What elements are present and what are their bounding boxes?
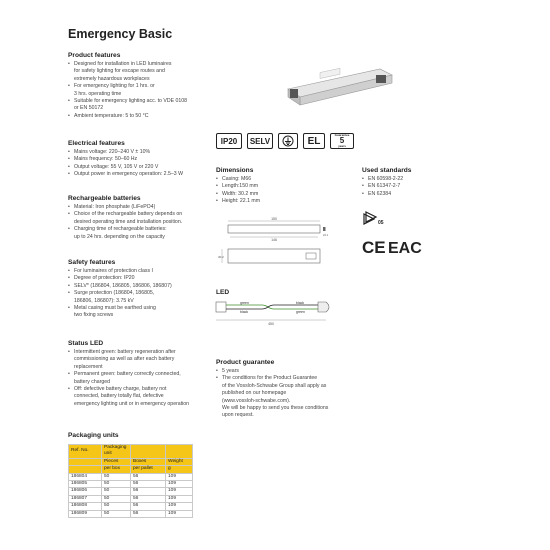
list-item-text: Height: 22.1 mm (222, 198, 261, 205)
table-cell: 186807 (69, 495, 102, 502)
page-title: Emergency Basic (68, 27, 173, 41)
table-cell: 109 (166, 495, 193, 502)
table-cell: 56 (131, 488, 166, 495)
list-item (68, 83, 218, 98)
list-item-text: commissioning as well as after each battery (74, 356, 175, 363)
table-cell: 50 (102, 481, 131, 488)
list-item-text: emergency lighting unit or in emergency operation (74, 400, 190, 407)
list-item-text: For emergency lighting for 1 hrs. or (74, 83, 155, 90)
selv-icon: SELV (247, 133, 273, 149)
dimensions-heading: Dimensions (216, 167, 254, 174)
product-image (280, 55, 400, 115)
list-item-text: two fixing screws (74, 312, 114, 319)
table-row (69, 495, 193, 502)
list-item (68, 275, 218, 282)
guarantee-years-number: 5 (339, 136, 345, 145)
earth-ground-icon (278, 133, 298, 149)
table-header-row (69, 445, 193, 459)
table-cell: Boxes (131, 458, 166, 465)
list-item (68, 164, 218, 171)
enec-number: 05 (378, 220, 384, 226)
list-item (216, 191, 346, 198)
guarantee-years-unit: years (338, 144, 346, 148)
list-item (68, 98, 218, 113)
safety-features-heading: Safety features (68, 259, 116, 266)
list-item-text: connected, battery totally flat, defective (74, 393, 164, 400)
table-cell: 109 (166, 473, 193, 480)
table-cell (166, 445, 193, 459)
ce-mark-icon: CE (362, 238, 386, 257)
top-bar (0, 0, 550, 14)
guarantee-label: Guarantee (334, 132, 350, 137)
table-cell: 56 (131, 481, 166, 488)
table-cell (131, 445, 166, 459)
table-cell: g (166, 466, 193, 473)
list-item-text: for safety lighting for escape routes and (74, 68, 165, 75)
list-item-text: up to 24 hrs. depending on the capacity (74, 233, 165, 240)
list-item-text: Casing: M66 (222, 176, 252, 182)
list-item-text: Surge protection (186804, 186805, (74, 290, 155, 297)
led-head (318, 302, 329, 312)
list-item-text: The conditions for the Product Guarantee (222, 375, 318, 382)
list-item-text: For luminaires of protection class I (74, 268, 153, 274)
rechargeable-batteries-list (68, 204, 218, 241)
table-cell: 56 (131, 495, 166, 502)
ip20-icon: IP20 (216, 133, 242, 149)
list-item-text: of the Vossloh-Schwabe Group shall apply as (222, 382, 327, 389)
table-cell: 186806 (69, 488, 102, 495)
drawing-inner-label: 146 (271, 238, 277, 242)
list-item-text: 186806, 186807): 3.75 kV (74, 297, 134, 304)
table-cell: Packaging unit (102, 445, 131, 459)
table-cell: Ref. No. (69, 445, 102, 459)
table-cell: 186804 (69, 473, 102, 480)
list-item-text: SELV* (186804, 186805, 186806, 186807) (74, 282, 172, 289)
list-item (362, 176, 492, 183)
safety-features-list (68, 268, 218, 320)
list-item-text: Ambient temperature: 5 to 50 °C (74, 112, 149, 119)
list-item-text: Suitable for emergency lighting acc. to VDE 0108 (74, 98, 188, 105)
table-cell: 50 (102, 488, 131, 495)
wire-green-right-label: green (296, 310, 305, 314)
list-item (68, 156, 218, 163)
list-item-text: EN 60598-2-22 (368, 176, 404, 182)
list-item-text: Choice of the rechargeable battery depends on (74, 211, 183, 218)
list-item-text: Mains frequency: 50–60 Hz (74, 156, 138, 163)
list-item-text: Output power in emergency operation: 2.5–3 W (74, 171, 183, 178)
table-cell: 186805 (69, 481, 102, 488)
product-guarantee-list (216, 368, 366, 420)
list-item-text: Intermittent green: battery regeneration after (74, 349, 176, 355)
list-item-text: 3 hrs. operating time (74, 90, 122, 97)
table-cell (69, 466, 102, 473)
list-item (68, 226, 218, 241)
list-item-text: Degree of protection: IP20 (74, 275, 135, 282)
table-row (69, 481, 193, 488)
list-item-text: Mains voltage: 220–240 V ± 10% (74, 149, 151, 155)
drawing-width-label: 30.2 (218, 255, 224, 259)
table-cell: Weight (166, 458, 193, 465)
list-item (216, 176, 346, 183)
product-guarantee-heading: Product guarantee (216, 359, 275, 366)
list-item-text: Length:150 mm (222, 183, 259, 190)
list-item-text: replacement (74, 363, 103, 370)
table-cell: 50 (102, 473, 131, 480)
used-standards-heading: Used standards (362, 167, 412, 174)
table-row (69, 510, 193, 517)
list-item (68, 113, 218, 120)
table-header-row (69, 458, 193, 465)
table-cell: Pieces (102, 458, 131, 465)
packaging-units-table (68, 444, 193, 518)
list-item-text: battery charged (74, 378, 111, 385)
table-cell: 50 (102, 503, 131, 510)
list-item (68, 268, 218, 275)
el-icon: EL (303, 133, 325, 149)
wire-black-left-label: black (240, 310, 249, 314)
list-item (216, 183, 346, 190)
list-item-text: EN 61347-2-7 (368, 183, 401, 190)
list-item-text: extremely hazardous workplaces (74, 75, 150, 82)
list-item (68, 305, 218, 320)
table-cell: per pallet (131, 466, 166, 473)
list-item-text: Material: Iron phosphate (LiFePO4) (74, 204, 156, 210)
list-item (216, 198, 346, 205)
list-item-text: We will be happy to send you these conditions (222, 405, 329, 412)
led-heading: LED (216, 289, 230, 296)
list-item (68, 371, 218, 386)
table-cell: 50 (102, 510, 131, 517)
drawing-side-view (323, 227, 326, 231)
list-item-text: Output voltage: 55 V, 105 V or 220 V (74, 163, 159, 170)
list-item (68, 349, 218, 371)
list-item (68, 204, 218, 211)
table-cell: 56 (131, 503, 166, 510)
table-row (69, 473, 193, 480)
dimensions-drawing (216, 215, 329, 275)
drawing-length-label: 150 (271, 217, 277, 221)
list-item-text: published on our homepage (222, 390, 287, 397)
table-cell: 56 (131, 473, 166, 480)
list-item-note (216, 405, 366, 420)
packaging-units-heading: Packaging units (68, 432, 119, 439)
list-item-text: (www.vossloh-schwabe.com). (222, 397, 291, 404)
table-cell: 56 (131, 510, 166, 517)
status-led-heading: Status LED (68, 340, 104, 347)
table-cell: per box (102, 466, 131, 473)
list-item (362, 183, 492, 190)
list-item-text: Metal casing must be earthed using (74, 305, 156, 312)
list-item-text: desired operating time and installation position. (74, 218, 183, 225)
electrical-features-list (68, 149, 218, 179)
table-cell: 50 (102, 495, 131, 502)
list-item (362, 191, 492, 198)
used-standards-list (362, 176, 492, 198)
eac-mark-icon: EAC (388, 240, 422, 257)
electrical-features-heading: Electrical features (68, 140, 125, 147)
list-item-text: or EN 50172 (74, 105, 104, 112)
list-item (216, 375, 366, 405)
list-item-text: Width: 30.2 mm (222, 190, 259, 197)
list-item-text: Charging time of rechargeable batteries: (74, 226, 167, 233)
table-cell: 186809 (69, 510, 102, 517)
dimensions-list (216, 176, 346, 206)
product-features-list (68, 61, 218, 120)
list-item (68, 283, 218, 290)
drawing-height-label: 22.1 (323, 234, 329, 237)
status-led-list (68, 349, 218, 408)
list-item-text: upon request. (222, 412, 254, 419)
wire-black-right-label: black (296, 301, 305, 305)
table-cell: 186808 (69, 503, 102, 510)
enec-icon (364, 212, 376, 224)
certification-icons (216, 133, 354, 149)
top-bar-right (488, 0, 550, 14)
table-cell: 109 (166, 488, 193, 495)
list-item-text: EN 62384 (368, 190, 392, 197)
table-header-row (69, 466, 193, 473)
list-item (68, 61, 218, 83)
list-item (68, 386, 218, 408)
table-row (69, 503, 193, 510)
rechargeable-batteries-heading: Rechargeable batteries (68, 195, 141, 202)
table-cell: 109 (166, 481, 193, 488)
list-item (68, 211, 218, 226)
led-wiring-diagram (216, 296, 336, 336)
list-item (68, 290, 218, 305)
table-cell: 109 (166, 503, 193, 510)
wire-green-left-label: green (240, 301, 249, 305)
guarantee-icon (330, 133, 354, 149)
list-item-text: Designed for installation in LED luminaires (74, 61, 172, 67)
table-cell (69, 458, 102, 465)
list-item-text: 5 years (222, 368, 240, 374)
list-item-text: Permanent green: battery correctly connected, (74, 371, 181, 378)
table-cell: 109 (166, 510, 193, 517)
product-features-heading: Product features (68, 52, 121, 59)
led-length-label: 450 (268, 322, 274, 326)
list-item (68, 171, 218, 178)
table-row (69, 488, 193, 495)
certification-marks (362, 210, 462, 270)
list-item (68, 149, 218, 156)
list-item-text: Off: defective battery charge, battery not (74, 386, 167, 393)
list-item (216, 368, 366, 375)
